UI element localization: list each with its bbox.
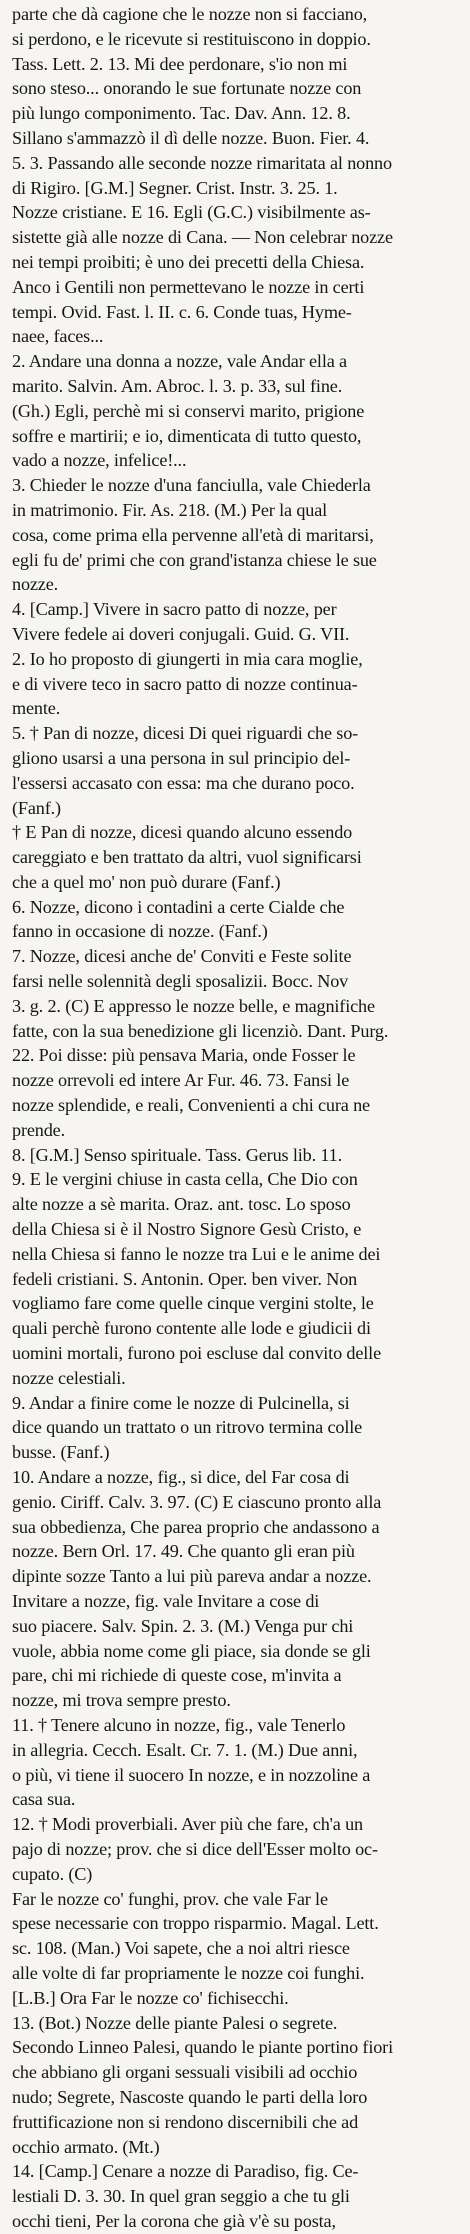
text-line: 10. Andare a nozze, fig., si dice, del Far cosa di xyxy=(12,1467,350,1488)
text-line: nozze. xyxy=(12,574,59,595)
text-line: cosa, come prima ella pervenne all'età di maritarsi, xyxy=(12,524,374,545)
text-line: uomini mortali, furono poi escluse dal convito delle xyxy=(12,1343,382,1364)
text-line: farsi nelle solennità degli sposalizii. Bocc. Nov xyxy=(12,971,349,992)
text-line: o più, vi tiene il suocero In nozze, e in nozzoline a xyxy=(12,1764,371,1785)
text-line: dipinte sozze Tanto a lui più pareva andar a nozze. xyxy=(12,1566,372,1587)
text-line: 3. Chieder le nozze d'una fanciulla, vale Chiederla xyxy=(12,475,371,496)
text-line: tempi. Ovid. Fast. l. II. c. 6. Conde tuas, Hyme- xyxy=(12,301,352,322)
text-line: vado a nozze, infelice!... xyxy=(12,450,187,471)
text-line: busse. (Fanf.) xyxy=(12,1442,110,1463)
text-line: occhi tieni, Per la corona che già v'è su posta, xyxy=(12,2210,336,2231)
text-line: 3. g. 2. (C) E appresso le nozze belle, e magnifiche xyxy=(12,995,375,1016)
text-line: Secondo Linneo Palesi, quando le piante portino fiori xyxy=(12,2037,393,2058)
text-line: egli fu de' primi che con grand'istanza chiese le sue xyxy=(12,549,377,570)
text-line: 5. 3. Passando alle seconde nozze rimaritata al nonno xyxy=(12,152,392,173)
text-line: più lungo componimento. Tac. Dav. Ann. 12. 8. xyxy=(12,103,351,124)
text-line: e di vivere teco in sacro patto di nozze continua- xyxy=(12,673,358,694)
text-line: fedeli cristiani. S. Antonin. Oper. ben viver. Non xyxy=(12,1268,358,1289)
text-line: Tass. Lett. 2. 13. Mi dee perdonare, s'io non mi xyxy=(12,53,348,74)
text-line: parte che dà cagione che le nozze non si facciano, xyxy=(12,4,368,24)
text-line: Sillano s'ammazzò il dì delle nozze. Buon. Fier. 4. xyxy=(12,127,370,148)
text-line: cupato. (C) xyxy=(12,1863,93,1884)
text-line: fanno in occasione di nozze. (Fanf.) xyxy=(12,921,268,942)
text-line: fruttificazione non si rendono discernibili che ad xyxy=(12,2111,359,2132)
text-line: nei tempi proibiti; è uno dei precetti della Chiesa. xyxy=(12,251,365,272)
dictionary-entry-text xyxy=(12,2,463,2234)
text-line: (Gh.) Egli, perchè mi si conservi marito, prigione xyxy=(12,400,365,421)
text-line: Vivere fedele ai doveri conjugali. Guid. G. VII. xyxy=(12,623,350,644)
text-line: gliono usarsi a una persona in sul principio del- xyxy=(12,747,351,768)
text-line: pajo di nozze; prov. che si dice dell'Esser molto oc- xyxy=(12,1838,378,1859)
text-line: 5. † Pan di nozze, dicesi Di quei riguardi che so- xyxy=(12,723,359,744)
text-line: 7. Nozze, dicesi anche de' Conviti e Feste solite xyxy=(12,946,352,967)
text-line: nozze, mi trova sempre presto. xyxy=(12,1690,231,1711)
text-line: in matrimonio. Fir. As. 218. (M.) Per la qual xyxy=(12,499,328,520)
text-line: sistette già alle nozze di Cana. — Non celebrar nozze xyxy=(12,227,393,248)
text-line: sua obbedienza, Che parea proprio che andassono a xyxy=(12,1516,380,1537)
text-line: alte nozze a sè marita. Oraz. ant. tosc. Lo sposo xyxy=(12,1194,351,1215)
text-line: careggiato e ben trattato da altri, vuol significarsi xyxy=(12,847,362,868)
text-line: Invitare a nozze, fig. vale Invitare a cose di xyxy=(12,1591,320,1611)
text-line: 6. Nozze, dicono i contadini a certe Cialde che xyxy=(12,896,345,917)
text-line: † E Pan di nozze, dicesi quando alcuno essendo xyxy=(12,822,353,843)
text-line: Far le nozze co' funghi, prov. che vale Far le xyxy=(12,1888,328,1909)
text-line: 13. (Bot.) Nozze delle piante Palesi o segrete. xyxy=(12,2012,338,2033)
text-line: marito. Salvin. Am. Abroc. l. 3. p. 33, sul fine. xyxy=(12,375,343,396)
text-line: 22. Poi disse: più pensava Maria, onde Fosser le xyxy=(12,1045,356,1066)
text-line: vuole, abbia nome come gli piace, sia donde se gli xyxy=(12,1640,371,1661)
text-line: 8. [G.M.] Senso spirituale. Tass. Gerus lib. 11. xyxy=(12,1144,342,1165)
text-line: Nozze cristiane. E 16. Egli (G.C.) visibilmente as- xyxy=(12,202,371,223)
text-line: mente. xyxy=(12,698,61,719)
text-line: Anco i Gentili non permettevano le nozze in certi xyxy=(12,276,365,297)
text-line: l'essersi accasato con essa: ma che durano poco. xyxy=(12,772,355,793)
text-line: quali perchè furono contente alle lode e giudicii di xyxy=(12,1318,371,1339)
text-line: che a quel mo' non può durare (Fanf.) xyxy=(12,871,281,892)
text-line: prende. xyxy=(12,1119,65,1140)
text-line: in allegria. Cecch. Esalt. Cr. 7. 1. (M.) Due anni, xyxy=(12,1739,358,1760)
text-line: 2. Io ho proposto di giungerti in mia cara moglie, xyxy=(12,648,363,669)
text-line: 12. † Modi proverbiali. Aver più che fare, ch'a un xyxy=(12,1814,363,1835)
text-line: nozze orrevoli ed intere Ar Fur. 46. 73. Fansi le xyxy=(12,1070,350,1091)
text-line: della Chiesa si è il Nostro Signore Gesù Cristo, e xyxy=(12,1219,362,1240)
text-line: nella Chiesa si fanno le nozze tra Lui e le anime dei xyxy=(12,1243,381,1264)
text-line: sono steso... onorando le sue fortunate nozze con xyxy=(12,78,362,99)
text-line: nudo; Segrete, Nascoste quando le parti della loro xyxy=(12,2086,368,2107)
text-line: di Rigiro. [G.M.] Segner. Crist. Instr. 3. 25. 1. xyxy=(12,177,338,198)
text-line: 9. Andar a finire come le nozze di Pulcinella, si xyxy=(12,1392,350,1413)
text-line: si perdono, e le ricevute si restituiscono in doppio. xyxy=(12,28,371,49)
text-line: spese necessarie con troppo risparmio. Magal. Lett. xyxy=(12,1913,379,1934)
text-line: sc. 108. (Man.) Voi sapete, che a noi altri riesce xyxy=(12,1938,350,1959)
text-line: nozze splendide, e reali, Convenienti a chi cura ne xyxy=(12,1095,370,1116)
text-line: nozze. Bern Orl. 17. 49. Che quanto gli eran più xyxy=(12,1541,355,1562)
text-line: 9. E le vergini chiuse in casta cella, Che Dio con xyxy=(12,1169,358,1190)
text-line: 2. Andare una donna a nozze, vale Andar ella a xyxy=(12,351,347,372)
text-line: 11. † Tenere alcuno in nozze, fig., vale Tenerlo xyxy=(12,1714,346,1735)
text-line: casa sua. xyxy=(12,1789,76,1810)
text-line: pare, chi mi richiede di queste cose, m'invita a xyxy=(12,1665,342,1686)
text-line: (Fanf.) xyxy=(12,797,61,818)
text-line: vogliamo fare come quelle cinque vergini stolte, le xyxy=(12,1293,374,1314)
text-line: fatte, con la sua benedizione gli licenziò. Dant. Purg. xyxy=(12,1020,389,1041)
text-line: nozze celestiali. xyxy=(12,1367,126,1388)
text-line: occhio armato. (Mt.) xyxy=(12,2136,160,2157)
text-line: dice quando un trattato o un ritrovo termina colle xyxy=(12,1417,363,1438)
text-line: genio. Ciriff. Calv. 3. 97. (C) E ciascuno pronto alla xyxy=(12,1491,382,1512)
text-line: alle volte di far propriamente le nozze coi funghi. xyxy=(12,1962,365,1983)
text-line: che abbiano gli organi sessuali visibili ad occhio xyxy=(12,2062,358,2083)
text-line: 14. [Camp.] Cenare a nozze di Paradiso, fig. Ce- xyxy=(12,2161,359,2182)
text-line: [L.B.] Ora Far le nozze co' fichisecchi. xyxy=(12,1987,289,2008)
text-line: lestiali D. 3. 30. In quel gran seggio a che tu gli xyxy=(12,2186,350,2207)
text-line: 4. [Camp.] Vivere in sacro patto di nozze, per xyxy=(12,599,337,620)
text-line: suo piacere. Salv. Spin. 2. 3. (M.) Venga pur chi xyxy=(12,1615,354,1636)
text-line: soffre e martirii; e io, dimenticata di tutto questo, xyxy=(12,425,362,446)
text-line: naee, faces... xyxy=(12,326,104,347)
